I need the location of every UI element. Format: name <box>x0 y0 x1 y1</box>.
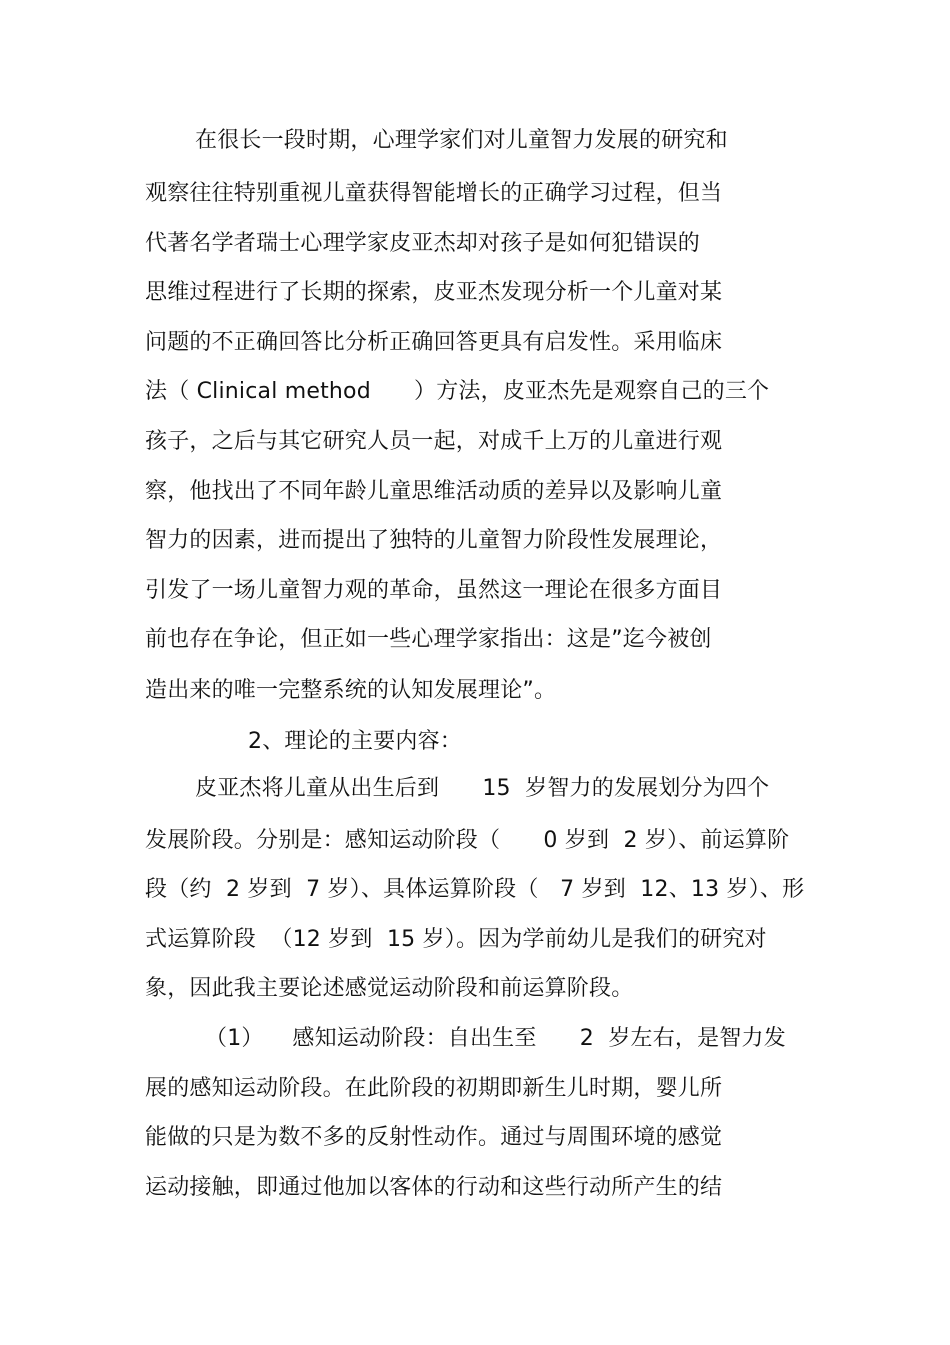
paragraph-line: 展的感知运动阶段。在此阶段的初期即新生儿时期，婴儿所 <box>145 1076 723 1101</box>
paragraph-line: 造出来的唯一完整系统的认知发展理论”。 <box>145 678 557 703</box>
paragraph-line: 能做的只是为数不多的反射性动作。通过与周围环境的感觉 <box>145 1125 723 1150</box>
paragraph-line: 段（约 2 岁到 7 岁）、具体运算阶段（ 7 岁到 12、13 岁）、形 <box>145 877 805 902</box>
paragraph-line: 运动接触，即通过他加以客体的行动和这些行动所产生的结 <box>145 1175 723 1200</box>
paragraph-line: 发展阶段。分别是：感知运动阶段（ 0 岁到 2 岁）、前运算阶 <box>145 828 790 853</box>
paragraph-line: 孩子，之后与其它研究人员一起，对成千上万的儿童进行观 <box>145 429 723 454</box>
paragraph-line: 代著名学者瑞士心理学家皮亚杰却对孩子是如何犯错误的 <box>145 231 701 256</box>
paragraph-line: 式运算阶段 （12 岁到 15 岁）。因为学前幼儿是我们的研究对 <box>145 927 767 952</box>
paragraph-line: 前也存在争论，但正如一些心理学家指出：这是”迄今被创 <box>145 627 712 652</box>
paragraph-line: 智力的因素，进而提出了独特的儿童智力阶段性发展理论， <box>145 528 723 553</box>
paragraph-line: 法（ Clinical method ）方法，皮亚杰先是观察自己的三个 <box>145 379 770 404</box>
paragraph-line: 引发了一场儿童智力观的革命，虽然这一理论在很多方面目 <box>145 578 723 603</box>
paragraph-line: 观察往往特别重视儿童获得智能增长的正确学习过程，但当 <box>145 181 723 206</box>
paragraph-line: 察，他找出了不同年龄儿童思维活动质的差异以及影响儿童 <box>145 479 723 504</box>
subsection-line: （1） 感知运动阶段：自出生至 2 岁左右，是智力发 <box>205 1026 786 1051</box>
paragraph-line: 象，因此我主要论述感觉运动阶段和前运算阶段。 <box>145 976 634 1001</box>
paragraph-line: 在很长一段时期，心理学家们对儿童智力发展的研究和 <box>195 128 728 153</box>
paragraph-line: 皮亚杰将儿童从出生后到 15 岁智力的发展划分为四个 <box>195 776 770 801</box>
paragraph-line: 思维过程进行了长期的探索，皮亚杰发现分析一个儿童对某 <box>145 280 723 305</box>
paragraph-line: 问题的不正确回答比分析正确回答更具有启发性。采用临床 <box>145 330 723 355</box>
section-heading: 2、理论的主要内容： <box>248 729 462 754</box>
